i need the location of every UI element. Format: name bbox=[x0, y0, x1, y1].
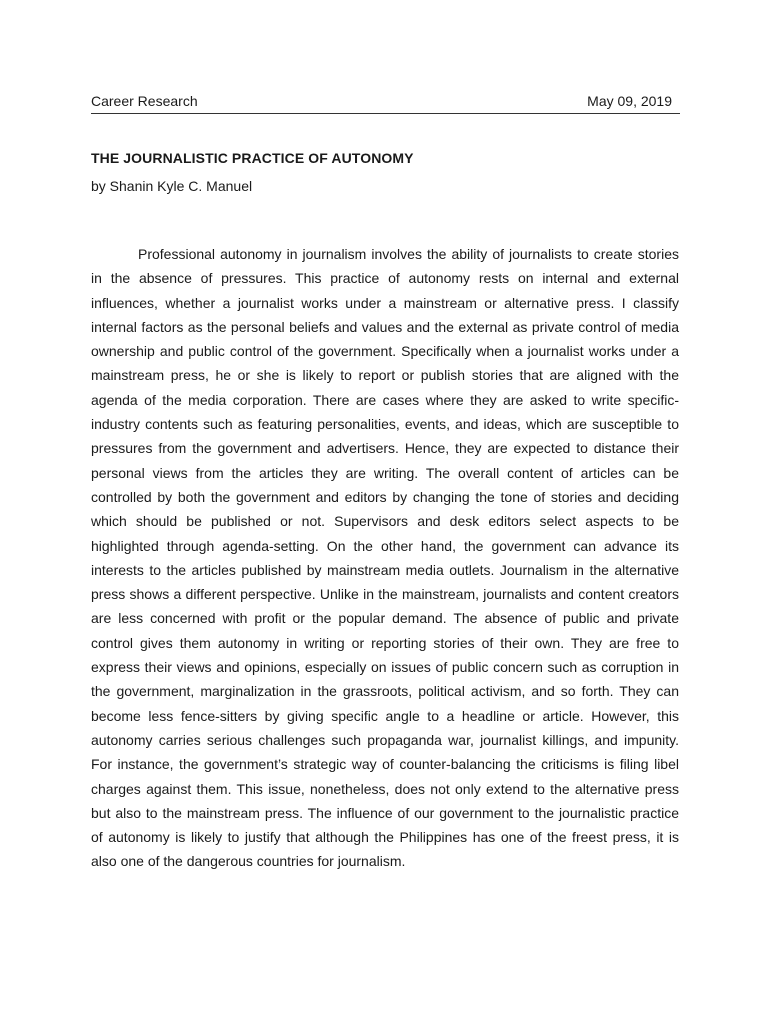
header-date: May 09, 2019 bbox=[587, 93, 672, 109]
page-header bbox=[91, 91, 680, 114]
document-title: THE JOURNALISTIC PRACTICE OF AUTONOMY bbox=[91, 150, 414, 166]
body-paragraph: Professional autonomy in journalism involves the ability of journalists to create stories in the absence of pressures. This practice of autonomy rests on internal and external influences, whether a journalist works under a mainstream or alternative press. I classify internal factors as the personal beliefs and values and the external as private control of media ownership and public control of the government. Specifically when a journalist works under a mainstream press, he or she is likely to report or publish stories that are aligned with the agenda of the media corporation. There are cases where they are asked to write specific-industry contents such as featuring personalities, events, and ideas, which are susceptible to pressures from the government and advertisers. Hence, they are expected to distance their personal views from the articles they are writing. The overall content of articles can be controlled by both the government and editors by changing the tone of stories and deciding which should be published or not. Supervisors and desk editors select aspects to be highlighted through agenda-setting. On the other hand, the government can advance its interests to the articles published by mainstream media outlets. Journalism in the alternative press shows a different perspective. Unlike in the mainstream, journalists and content creators are less concerned with profit or the popular demand. The absence of public and private control gives them autonomy in writing or reporting stories of their own. They are free to express their views and opinions, especially on issues of public concern such as corruption in the government, marginalization in the grassroots, political activism, and so forth. They can become less fence-sitters by giving specific angle to a headline or article. However, this autonomy carries serious challenges such propaganda war, journalist killings, and impunity. For instance, the government’s strategic way of counter-balancing the criticisms is filing libel charges against them. This issue, nonetheless, does not only extend to the alternative press but also to the mainstream press. The influence of our government to the journalistic practice of autonomy is likely to justify that although the Philippines has one of the freest press, it is also one of the dangerous countries for journalism. bbox=[91, 246, 679, 870]
header-left-text: Career Research bbox=[91, 93, 198, 109]
author-byline: by Shanin Kyle C. Manuel bbox=[91, 178, 253, 194]
